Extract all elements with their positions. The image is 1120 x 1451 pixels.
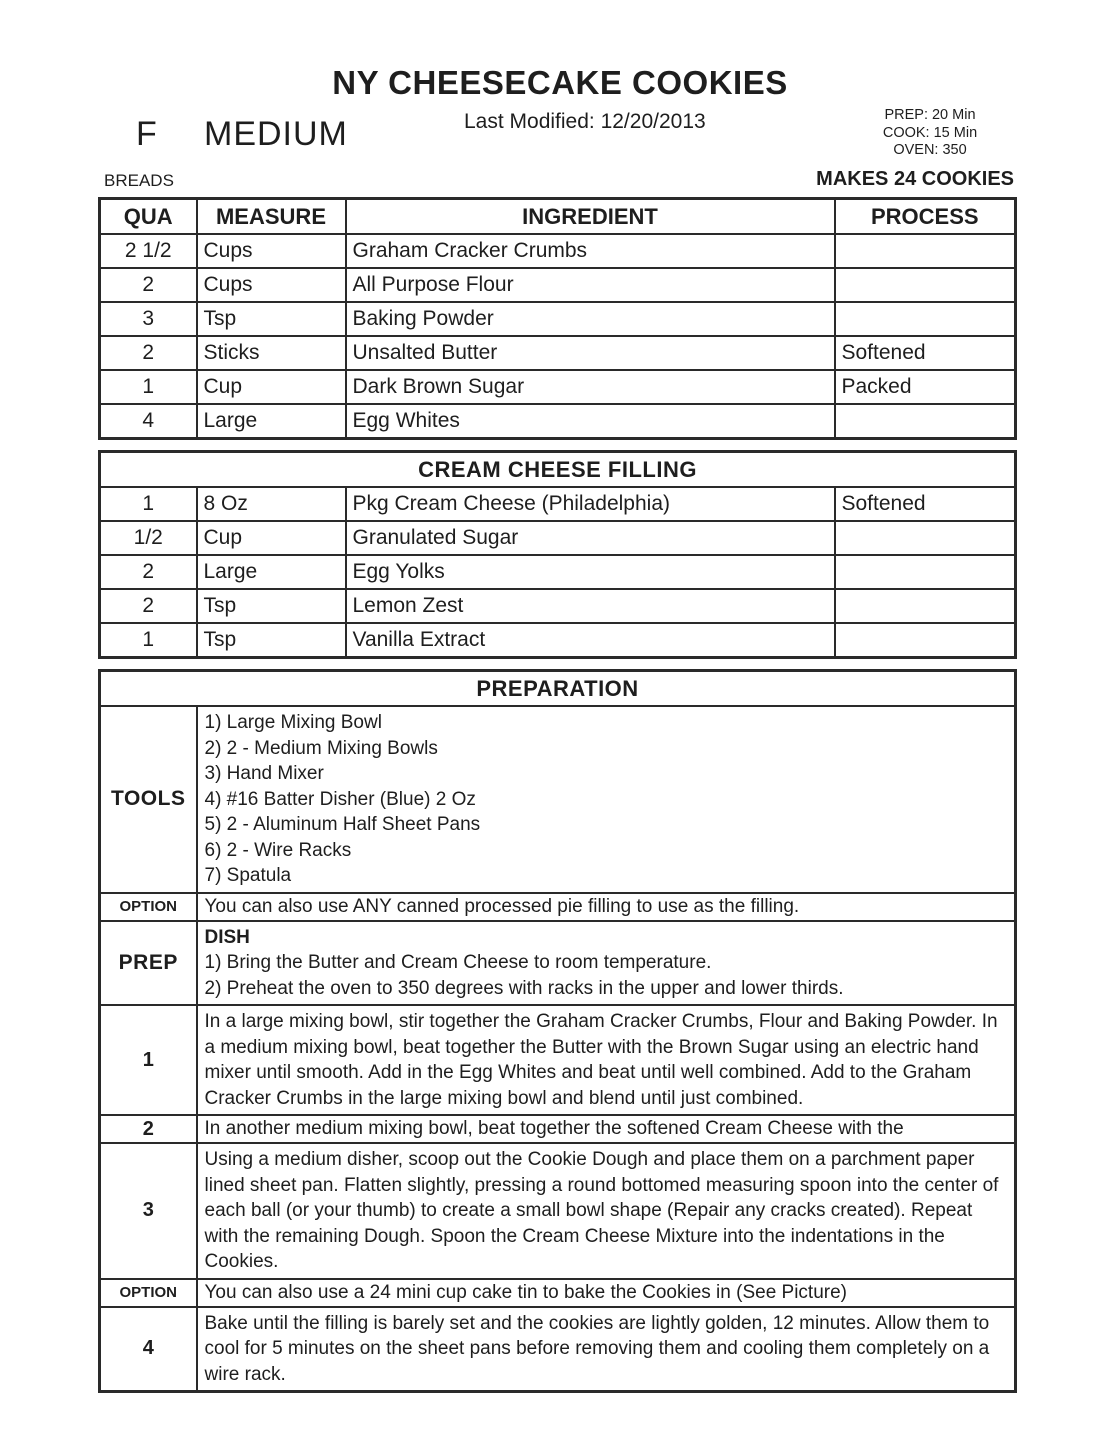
step-row — [100, 1115, 1016, 1143]
oven-temp: OVEN: 350 — [893, 142, 967, 158]
process-cell — [835, 302, 1016, 336]
step-number: 2 — [100, 1115, 197, 1143]
option-text: You can also use a 24 mini cup cake tin to bake the Cookies in (See Picture) — [197, 1279, 1016, 1307]
filling-table — [98, 450, 1017, 659]
filling-title-row — [100, 452, 1016, 488]
step-text: Bake until the filling is barely set and the cookies are lightly golden, 12 minutes. Allow them to cool for 5 minutes on the sheet pans before removing them and cooling them completely on a wire rack. — [197, 1307, 1016, 1392]
ingredient-row — [100, 302, 1016, 336]
process-cell: Softened — [835, 336, 1016, 370]
ingredient-cell: Vanilla Extract — [346, 623, 835, 658]
filling-section-title: CREAM CHEESE FILLING — [100, 452, 1016, 488]
ingredient-cell: Egg Yolks — [346, 555, 835, 589]
qua-cell: 1 — [100, 370, 197, 404]
step-row — [100, 1307, 1016, 1392]
step-text: In a large mixing bowl, stir together the Graham Cracker Crumbs, Flour and Baking Powder. In a medium mixing bowl, beat together the Butter with the Brown Sugar using an electric hand mixer until smooth. Add in the Egg Whites and beat until well combined. Add to the Graham Cracker Crumbs in the large mixing bowl and blend until just combined. — [197, 1005, 1016, 1115]
ingredient-row — [100, 268, 1016, 302]
tool-item: 3) Hand Mixer — [204, 763, 324, 784]
preparation-title-row — [100, 671, 1016, 707]
tools-list — [197, 706, 1016, 893]
tool-item: 7) Spatula — [204, 865, 292, 886]
grade-letter: F — [136, 115, 157, 153]
col-header-ingredient: INGREDIENT — [346, 199, 835, 235]
filling-row — [100, 487, 1016, 521]
measure-cell: Cups — [197, 234, 346, 268]
prep-time: PREP: 20 Min — [884, 107, 976, 123]
option-row — [100, 893, 1016, 921]
ingredient-cell: Lemon Zest — [346, 589, 835, 623]
process-cell — [835, 268, 1016, 302]
step-row — [100, 1143, 1016, 1279]
tool-item: 5) 2 - Aluminum Half Sheet Pans — [204, 814, 481, 835]
ingredient-cell: Baking Powder — [346, 302, 835, 336]
ingredient-row — [100, 234, 1016, 268]
qua-cell: 1 — [100, 623, 197, 658]
measure-cell: 8 Oz — [197, 487, 346, 521]
step-text: Using a medium disher, scoop out the Cookie Dough and place them on a parchment paper lined sheet pan. Flatten slightly, pressing a round bottomed measuring spoon into the center of each ball (or your thumb) to create a small bowl shape (Repair any cracks created). Repeat with the remaining Dough. Spoon the Cream Cheese Mixture into the indentations in the Cookies. — [197, 1143, 1016, 1279]
times-block — [850, 107, 1010, 160]
ingredient-cell: All Purpose Flour — [346, 268, 835, 302]
tool-item: 2) 2 - Medium Mixing Bowls — [204, 737, 438, 759]
process-cell: Softened — [835, 487, 1016, 521]
qua-cell: 4 — [100, 404, 197, 439]
measure-cell: Tsp — [197, 623, 346, 658]
option-label: OPTION — [100, 1279, 197, 1307]
step-row — [100, 1005, 1016, 1115]
cook-time: COOK: 15 Min — [882, 124, 978, 141]
recipe-header — [0, 0, 1120, 197]
process-cell — [835, 589, 1016, 623]
ingredients-header-row — [100, 199, 1016, 235]
difficulty-label: MEDIUM — [204, 115, 348, 153]
step-number: 1 — [100, 1005, 197, 1115]
qua-cell: 2 — [100, 336, 197, 370]
filling-row — [100, 555, 1016, 589]
tools-label: TOOLS — [100, 706, 197, 893]
prep-row — [100, 921, 1016, 1006]
step-number: 3 — [100, 1143, 197, 1279]
prep-step: 1) Bring the Butter and Cream Cheese to room temperature. — [204, 952, 712, 973]
prep-heading: DISH — [204, 926, 250, 948]
ingredient-cell: Dark Brown Sugar — [346, 370, 835, 404]
measure-cell: Sticks — [197, 336, 346, 370]
prep-step: 2) Preheat the oven to 350 degrees with racks in the upper and lower thirds. — [204, 977, 844, 999]
tool-item: 4) #16 Batter Disher (Blue) 2 Oz — [204, 788, 476, 810]
measure-cell: Tsp — [197, 589, 346, 623]
preparation-section-title: PREPARATION — [100, 671, 1016, 707]
ingredient-row — [100, 404, 1016, 439]
col-header-process: PROCESS — [835, 199, 1016, 235]
filling-row — [100, 623, 1016, 658]
tool-item: 6) 2 - Wire Racks — [204, 839, 352, 861]
measure-cell: Cups — [197, 268, 346, 302]
yield-label: MAKES 24 COOKIES — [816, 168, 1014, 190]
ingredient-cell: Unsalted Butter — [346, 336, 835, 370]
preparation-table — [98, 669, 1017, 1393]
qua-cell: 2 — [100, 589, 197, 623]
qua-cell: 1 — [100, 487, 197, 521]
measure-cell: Large — [197, 404, 346, 439]
qua-cell: 1/2 — [100, 521, 197, 555]
ingredient-row — [100, 336, 1016, 370]
ingredient-cell: Pkg Cream Cheese (Philadelphia) — [346, 487, 835, 521]
filling-row — [100, 589, 1016, 623]
step-text: In another medium mixing bowl, beat together the softened Cream Cheese with the — [197, 1115, 1016, 1143]
option-text: You can also use ANY canned processed pie filling to use as the filling. — [197, 893, 1016, 921]
measure-cell: Large — [197, 555, 346, 589]
ingredient-cell: Granulated Sugar — [346, 521, 835, 555]
step-number: 4 — [100, 1307, 197, 1392]
qua-cell: 2 — [100, 555, 197, 589]
ingredients-table — [98, 197, 1017, 440]
option-label: OPTION — [100, 893, 197, 921]
col-header-measure: MEASURE — [197, 199, 346, 235]
category-label: BREADS — [104, 171, 174, 190]
process-cell — [835, 234, 1016, 268]
page-title: NY CHEESECAKE COOKIES — [332, 64, 788, 101]
col-header-qua: QUA — [100, 199, 197, 235]
measure-cell: Tsp — [197, 302, 346, 336]
ingredient-cell: Graham Cracker Crumbs — [346, 234, 835, 268]
last-modified-text: Last Modified: 12/20/2013 — [464, 110, 706, 133]
prep-steps — [197, 921, 1016, 1006]
option-row — [100, 1279, 1016, 1307]
process-cell — [835, 404, 1016, 439]
ingredient-cell: Egg Whites — [346, 404, 835, 439]
ingredient-row — [100, 370, 1016, 404]
measure-cell: Cup — [197, 521, 346, 555]
process-cell — [835, 623, 1016, 658]
filling-row — [100, 521, 1016, 555]
qua-cell: 2 — [100, 268, 197, 302]
measure-cell: Cup — [197, 370, 346, 404]
tool-item: 1) Large Mixing Bowl — [204, 712, 382, 733]
qua-cell: 2 1/2 — [100, 234, 197, 268]
process-cell — [835, 555, 1016, 589]
process-cell: Packed — [835, 370, 1016, 404]
tools-row — [100, 706, 1016, 893]
process-cell — [835, 521, 1016, 555]
prep-label: PREP — [100, 921, 197, 1006]
qua-cell: 3 — [100, 302, 197, 336]
